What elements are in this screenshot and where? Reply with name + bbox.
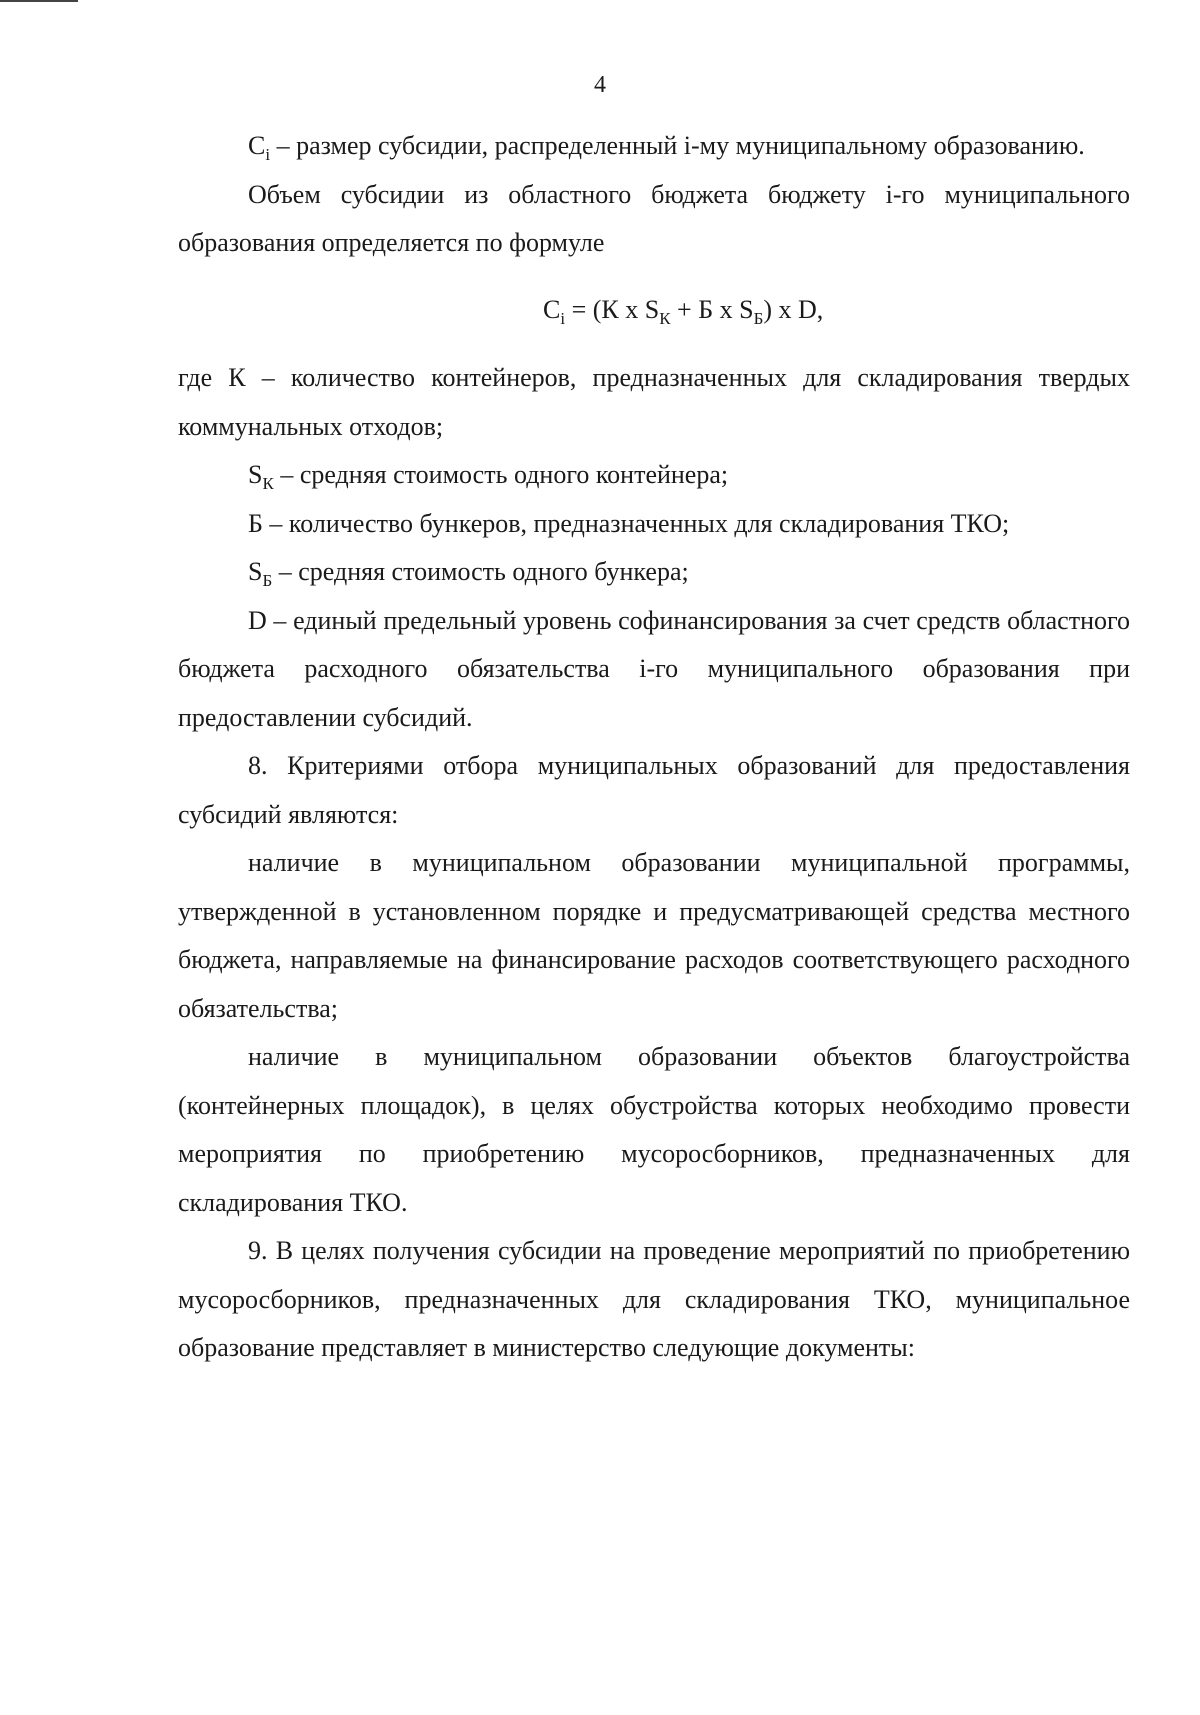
paragraph-b-definition: Б – количество бункеров, предназначенных для складирования ТКО;	[248, 508, 1010, 538]
symbol-c: C	[248, 131, 266, 160]
page-number: 4	[594, 72, 606, 98]
formula-part-2: + Б х S	[670, 294, 754, 324]
formula-part-3: ) х D,	[763, 294, 824, 324]
paragraph-text: – средняя стоимость одного бункера;	[272, 557, 689, 586]
paragraph-documents: 9. В целях получения субсидии на проведение мероприятий по приобретению мусоросборников, предназначенных для складирования ТКО, муниципальное образование представляет в министерство следующие документы:	[178, 1236, 1130, 1362]
paragraph-subsidy-volume: Объем субсидии из областного бюджета бюджету i-го муниципального образования определяется по формуле	[178, 179, 1130, 257]
paragraph-criterion-program: наличие в муниципальном образовании муниципальной программы, утвержденной в установленном порядке и предусматривающей средства местного бюджета, направляемые на финансирование расходов соответствующего расходного обязательства;	[178, 848, 1130, 1023]
paragraph-sk-definition	[178, 451, 1130, 500]
formula-c: C	[543, 294, 561, 324]
paragraph-criterion-objects: наличие в муниципальном образовании объектов благоустройства (контейнерных площадок), в целях обустройства которых необходимо провести мероприятия по приобретению мусоросборников, предназначенных для складирования ТКО.	[178, 1042, 1130, 1217]
symbol-s-subscript: К	[262, 474, 274, 494]
paragraph-d-definition: D – единый предельный уровень софинансирования за счет средств областного бюджета расходного обязательства i-го муниципального образования при предоставлении субсидий.	[178, 605, 1130, 732]
symbol-s: S	[248, 557, 263, 586]
formula	[178, 286, 1130, 335]
symbol-s-subscript: Б	[262, 571, 273, 591]
formula-part-1: = (К х S	[565, 294, 660, 324]
scan-edge-line	[0, 0, 78, 2]
paragraph-criteria-heading: 8. Критериями отбора муниципальных образований для предоставления субсидий являются:	[178, 751, 1130, 829]
paragraph-k-definition: где К – количество контейнеров, предназначенных для складирования твердых коммунальных отходов;	[178, 363, 1130, 441]
paragraph-text: – размер субсидии, распределенный i-му муниципальному образованию.	[270, 131, 1085, 160]
formula-sk-subscript: К	[659, 308, 671, 328]
symbol-c-subscript: i	[265, 145, 271, 165]
paragraph-sb-definition	[178, 548, 1130, 597]
document-body	[178, 122, 1130, 1373]
paragraph-text: – средняя стоимость одного контейнера;	[273, 460, 729, 489]
formula-c-subscript: i	[560, 308, 566, 328]
symbol-s: S	[248, 460, 263, 489]
formula-sb-subscript: Б	[753, 308, 764, 328]
paragraph-ci-definition	[178, 122, 1130, 171]
